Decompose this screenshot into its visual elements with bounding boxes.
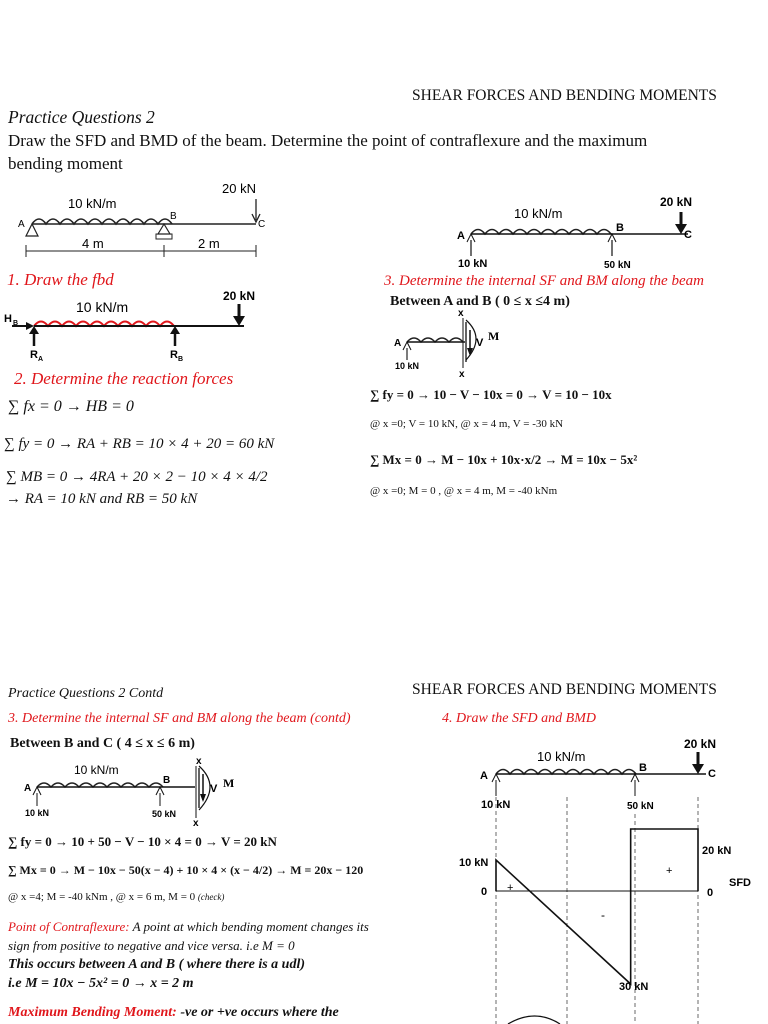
svg-text:M: M [488, 329, 500, 343]
page1-header: SHEAR FORCES AND BENDING MOMENTS [412, 87, 717, 104]
step1-heading: 1. Draw the fbd [7, 270, 114, 289]
svg-text:A: A [24, 783, 32, 794]
step3-heading: 3. Determine the internal SF and BM along the beam [384, 273, 704, 289]
svg-text:10 kN: 10 kN [25, 808, 50, 818]
sfd-label-20: 20 kN [702, 845, 732, 857]
svg-text:-: - [601, 908, 605, 922]
svg-text:x: x [458, 308, 464, 319]
beam2-load-label: 10 kN/m [514, 206, 563, 221]
svg-text:C: C [684, 229, 692, 241]
beam1-label-c: C [258, 219, 266, 230]
eq-sum-fx: ∑ fx = 0 → HB = 0 [8, 398, 134, 415]
fbd-rb-label: R [170, 349, 178, 361]
eq-m-bc: ∑ Mx = 0 → M − 10x − 50(x − 4) + 10 × 4 × (x − 4/2) → M = 20x − 120 [8, 863, 364, 877]
svg-text:A: A [394, 338, 402, 349]
page1-prompt-line1: Draw the SFD and BMD of the beam. Determine the point of contraflexure and the maximum [8, 131, 648, 150]
step4-heading: 4. Draw the SFD and BMD [442, 711, 596, 726]
sfd-label-30: 30 kN [619, 981, 649, 993]
step3c-heading: 3. Determine the internal SF and BM along the beam (contd) [8, 711, 351, 726]
svg-text:B: B [616, 222, 624, 234]
beam2-ra-label: 10 kN [458, 258, 488, 270]
svg-text:B: B [178, 356, 184, 363]
sfd-label-10: 10 kN [459, 857, 489, 869]
eq-m-values: @ x =0; M = 0 , @ x = 4 m, M = -40 kNm [370, 485, 558, 497]
svg-text:V: V [476, 337, 484, 349]
contraflexure-definition: Point of Contraflexure: A point at which bending moment changes its [8, 919, 369, 934]
cut-ab-ra-label: 10 kN [395, 361, 420, 371]
beam1-label-b: B [170, 211, 177, 222]
svg-text:B: B [639, 762, 647, 774]
eq-v-ab: ∑ fy = 0 → 10 − V − 10x = 0 → V = 10 − 10x [370, 387, 612, 402]
svg-text:50 kN: 50 kN [627, 801, 654, 812]
svg-text:x: x [193, 818, 199, 829]
page2-header: SHEAR FORCES AND BENDING MOMENTS [412, 681, 717, 698]
svg-text:0: 0 [707, 887, 714, 899]
svg-text:A: A [457, 230, 465, 242]
fbd-ra-label: R [30, 349, 38, 361]
svg-text:+: + [507, 882, 514, 894]
beam2-rb-label: 50 kN [604, 260, 631, 271]
svg-text:10 kN: 10 kN [481, 799, 511, 811]
contraflexure-definition-line2: sign from positive to negative and vice versa. i.e M = 0 [8, 938, 295, 953]
sfd-line [496, 829, 698, 984]
eq-sum-fy: ∑ fy = 0 → RA + RB = 10 × 4 + 20 = 60 kN [4, 436, 275, 452]
svg-text:10 kN/m: 10 kN/m [74, 763, 119, 777]
step2-heading: 2. Determine the reaction forces [14, 369, 234, 388]
sfd-title: SFD [729, 877, 751, 889]
eq-m-ab: ∑ Mx = 0 → M − 10x + 10x·x/2 → M = 10x − 5x² [370, 452, 638, 467]
svg-text:20 kN: 20 kN [684, 737, 717, 751]
beam2-point-load-label: 20 kN [660, 195, 693, 209]
svg-text:50 kN: 50 kN [152, 809, 177, 819]
svg-text:C: C [708, 768, 716, 780]
beam1-point-load-label: 20 kN [222, 181, 256, 196]
eq-reactions: → RA = 10 kN and RB = 50 kN [6, 491, 198, 507]
svg-text:x: x [459, 369, 465, 380]
fbd-hb-label: H [4, 313, 12, 325]
fbd-point-load-label: 20 kN [223, 289, 256, 303]
page1-title: Practice Questions 2 [8, 107, 155, 127]
svg-text:0: 0 [481, 886, 488, 898]
beam1-load-label: 10 kN/m [68, 196, 117, 211]
max-bm-text: Maximum Bending Moment: -ve or +ve occurs where the [8, 1005, 339, 1020]
eq-v-bc: ∑ fy = 0 → 10 + 50 − V − 10 × 4 = 0 → V = 20 kN [8, 834, 277, 849]
svg-text:M: M [223, 776, 235, 790]
eq-m-bc-values: @ x =4; M = -40 kNm , @ x = 6 m, M = 0 (check) [8, 891, 225, 903]
fbd-load-label: 10 kN/m [76, 299, 129, 315]
svg-text:B: B [163, 775, 171, 786]
segment-b-c: Between B and C ( 4 ≤ x ≤ 6 m) [10, 736, 195, 751]
svg-text:V: V [210, 783, 218, 795]
beam1-length-1: 4 m [82, 236, 104, 251]
occurs-text: This occurs between A and B ( where there is a udl) [8, 957, 306, 972]
svg-text:A: A [480, 770, 488, 782]
svg-text:A: A [38, 356, 44, 363]
page2-title: Practice Questions 2 Contd [8, 686, 164, 701]
svg-text:x: x [196, 756, 202, 767]
ie-text: i.e M = 10x − 5x² = 0 → x = 2 m [8, 976, 194, 991]
page1-prompt-line2: bending moment [8, 154, 123, 173]
svg-text:10 kN/m: 10 kN/m [537, 749, 586, 764]
eq-sum-mb: ∑ MB = 0 → 4RA + 20 × 2 − 10 × 4 × 4/2 [6, 469, 268, 485]
beam1-length-2: 2 m [198, 236, 220, 251]
svg-text:+: + [666, 865, 673, 877]
bmd-curve-partial [508, 1016, 560, 1024]
beam1-label-a: A [18, 219, 25, 230]
svg-text:B: B [13, 320, 19, 327]
eq-v-values: @ x =0; V = 10 kN, @ x = 4 m, V = -30 kN [370, 418, 564, 430]
segment-a-b: Between A and B ( 0 ≤ x ≤4 m) [390, 294, 570, 309]
